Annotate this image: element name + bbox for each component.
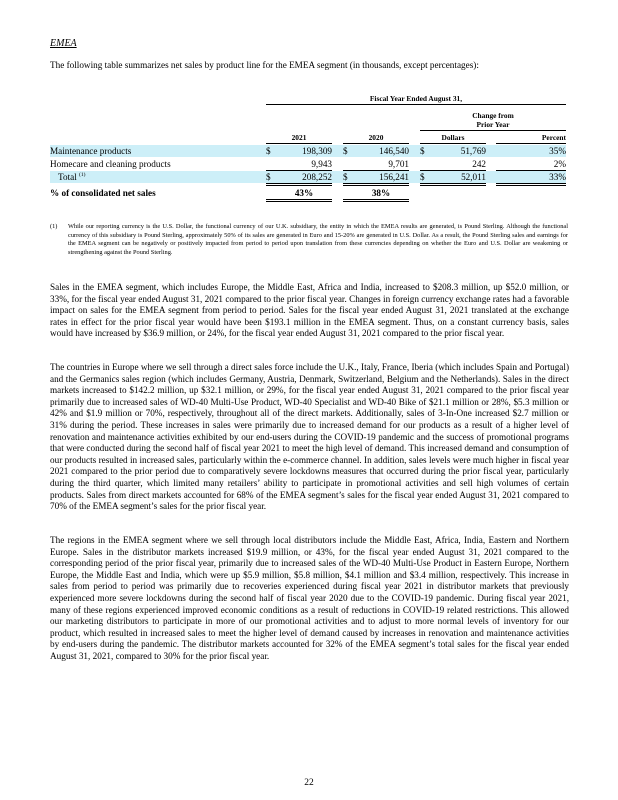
currency-symbol: $ [343,146,348,156]
column-header-percent: Percent [541,133,566,142]
total-rule [343,183,409,184]
row-label-total [58,171,85,183]
header-rule [266,143,332,144]
table-cell: 9,701 [388,159,409,169]
table-cell: 146,540 [379,146,409,156]
column-header-2020: 2020 [368,133,384,142]
intro-text: The following table summarizes net sales by product line for the EMEA segment (in thousands, except percentages): [50,60,479,70]
table-cell: 33% [549,172,566,182]
total-rule [266,199,332,200]
currency-symbol: $ [420,146,425,156]
total-rule [496,185,566,186]
table-cell: 2% [553,159,566,169]
row-label-maintenance: Maintenance products [50,146,132,156]
footnote-text: While our reporting currency is the U.S. Dollar, the functional currency of our U.K. subsidiary, the entity in which the EMEA results are generated, is Pound Sterling. Although the functional currency of this subsidiary is Pound Sterling, approximately 50% of its sales are generated in Euro and 15-20% are generated in U.S. Dollar. As a result, the Pound Sterling sales and earnings for the EMEA segment can be negatively or positively impacted from period to period upon translation from these currencies depending on whether the Euro and U.S. Dollar are weakening or strengthening against the Pound Sterling. [68,223,568,256]
table-cell: 156,241 [379,172,409,182]
total-rule [266,201,332,202]
page-number: 22 [304,778,314,788]
table-cell: 242 [472,159,486,169]
change-header [420,111,566,129]
header-rule [266,104,566,105]
total-rule [266,183,332,184]
total-label: Total [58,172,77,182]
header-rule [420,143,486,144]
column-header-dollars: Dollars [441,133,465,142]
currency-symbol: $ [343,172,348,182]
row-label-homecare: Homecare and cleaning products [50,159,171,169]
total-rule [420,183,486,184]
total-rule [496,183,566,184]
total-rule [343,199,409,200]
table-cell: 35% [549,146,566,156]
table-cell: 38% [371,188,391,198]
paragraph-distributor-markets: The regions in the EMEA segment where we sell through local distributors include the Middle East, Africa, India, Eastern and Northern Europe. Sales in the distributor markets increased $19.9 million, or 43%, for the fiscal year ended August 31, 2021 compared to the corresponding period of the prior fiscal year, primarily due to increased sales of the WD-40 Multi-Use Product in Eastern Europe, Northern Europe, the Middle East and India, which were up $5.9 million, $5.8 million, $4.1 million and $3.4 million, respectively. This increase in sales from period to period was primarily due to recoveries experienced during fiscal year 2021 in distributor markets that previously experienced more severe lockdowns during the second half of fiscal year 2020 due to the COVID-19 pandemic. During fiscal year 2021, many of these regions experienced improved economic conditions as a result of reductions in COVID-19 related restrictions. This allowed our marketing distributors to participate in more of our promotional activities and to adjust to more normal levels of inventory for our product, which resulted in increased sales to meet the higher level of demand caused by increases in renovation and maintenance activities by end-users during the pandemic. The distributor markets accounted for 32% of the EMEA segment’s total sales for the fiscal year ended August 31, 2021, compared to 30% for the prior fiscal year. [50,535,569,661]
table-cell: 208,252 [302,172,332,182]
section-heading: EMEA [50,38,77,49]
table-cell: 51,769 [460,146,486,156]
header-rule [496,143,566,144]
total-rule [420,185,486,186]
footnote-ref: (1) [79,171,86,178]
currency-symbol: $ [266,172,271,182]
column-header-2021: 2021 [291,133,307,142]
total-rule [266,185,332,186]
total-rule [343,185,409,186]
change-header-line2: Prior Year [476,120,510,129]
table-cell: 43% [294,188,314,198]
fiscal-year-header: Fiscal Year Ended August 31, [369,94,463,103]
paragraph-sales-overview: Sales in the EMEA segment, which includes Europe, the Middle East, Africa and India, increased to $208.3 million, up $52.0 million, or 33%, for the fiscal year ended August 31, 2021 compared to the prior fiscal year. Changes in foreign currency exchange rates had a favorable impact on sales for the EMEA segment from period to period. Sales for the fiscal year ended August 31, 2021 translated at the exchange rates in effect for the prior fiscal year would have been $193.1 million in the EMEA segment. Thus, on a constant currency basis, sales would have increased by $36.9 million, or 24%, for the fiscal year ended August 31, 2021 compared to the prior fiscal year. [50,282,569,339]
change-header-line1: Change from [472,111,514,120]
table-cell: 52,011 [461,172,486,182]
total-rule [343,201,409,202]
table-cell: 9,943 [311,159,332,169]
header-rule [420,130,566,131]
header-rule [343,143,409,144]
currency-symbol: $ [266,146,271,156]
table-cell: 198,309 [302,146,332,156]
currency-symbol: $ [420,172,425,182]
footnote-marker: (1) [50,223,58,230]
row-label-consolidated: % of consolidated net sales [50,188,156,198]
paragraph-direct-markets: The countries in Europe where we sell through a direct sales force include the U.K., Italy, France, Iberia (which includes Spain and Portugal) and the Germanics sales region (which includes Germany, Austria, Denmark, Switzerland, Belgium and the Netherlands). Sales in the direct markets increased to $142.2 million, up $32.1 million, or 29%, for the fiscal year ended August 31, 2021 compared to the prior fiscal year primarily due to increased sales of WD-40 Multi-Use Product, WD-40 Specialist and WD-40 Bike of $21.1 million or 28%, $5.3 million or 42% and $1.9 million or 70%, respectively, throughout all of the direct markets. Additionally, sales of 3-In-One increased $2.7 million or 31% during the period. These increases in sales were primarily due to increased demand for our products as a result of a higher level of renovation and maintenance activities exhibited by our end-users during the COVID-19 pandemic and the success of promotional programs that were conducted during the second half of fiscal year 2021 to meet the high level of demand. This increased demand and consumption of our products resulted in increased sales, particularly within the e-commerce channel. In addition, sales levels were much higher in fiscal year 2021 compared to the prior period due to comparatively severe lockdowns measures that occurred during the prior fiscal year, particularly during the third quarter, which limited many retailers’ ability to participate in promotional activities and sell high volumes of certain products. Sales from direct markets accounted for 68% of the EMEA segment’s sales for the fiscal year ended August 31, 2021 compared to 70% of the EMEA segment’s sales for the prior fiscal year. [50,362,569,512]
